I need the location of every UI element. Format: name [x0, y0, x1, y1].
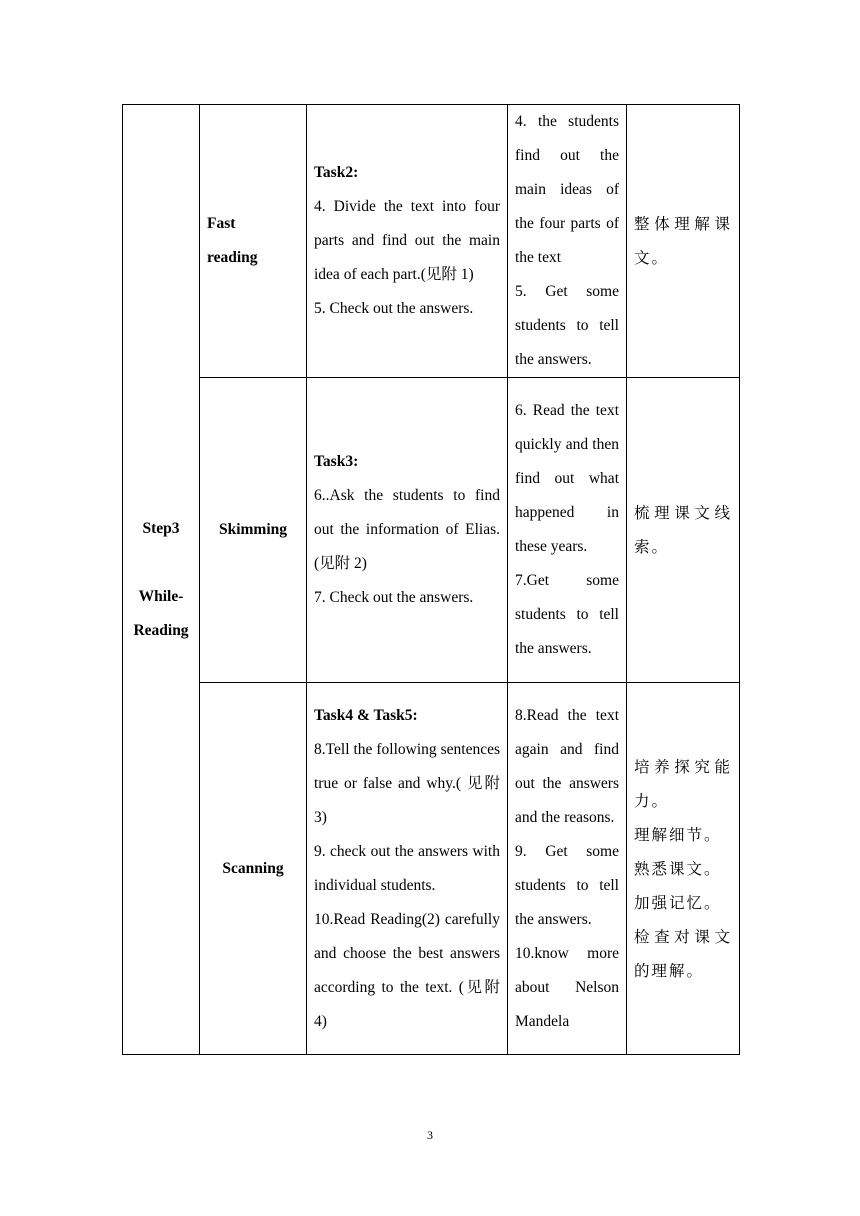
teacher-activity-cell: Task4 & Task5: 8.Tell the following sentences true or false and why.( 见附 3) 9. check out the answers with individual students. 10.Read Reading(2) carefully and choose the best answers according to the text. (见附 4): [307, 683, 508, 1055]
activity-cell: Skimming: [200, 378, 307, 683]
stage-label-line1: While-: [138, 587, 184, 605]
table-row: [123, 378, 740, 683]
page-number: 3: [427, 1128, 433, 1142]
table-row: [123, 683, 740, 1055]
task-label: Task3:: [314, 453, 359, 470]
teacher-activity-cell: Task2: 4. Divide the text into four parts and find out the main idea of each part.(见附 1) 5. Check out the answers.: [307, 105, 508, 378]
student-activity-cell: 4. the students find out the main ideas of the four parts of the text 5. Get some students to tell the answers.: [508, 105, 627, 378]
student-activity-cell: 6. Read the text quickly and then find out what happened in these years. 7.Get some students to tell the answers.: [508, 378, 627, 683]
step-label: Step3: [142, 519, 180, 537]
teacher-activity-cell: Task3: 6..Ask the students to find out the information of Elias.(见附 2) 7. Check out the answers.: [307, 378, 508, 683]
task-label: Task4 & Task5:: [314, 706, 418, 724]
student-activity-cell: 8.Read the text again and find out the answers and the reasons. 9. Get some students to tell the answers. 10.know more about Nelson Mandela: [508, 683, 627, 1055]
purpose-cell: 梳理课文线索。: [627, 378, 740, 683]
stage-label-line2: Reading: [133, 621, 189, 639]
table-row: [123, 105, 740, 378]
activity-cell: Fast reading: [200, 105, 307, 378]
purpose-cell: 培养探究能力。 理解细节。 熟悉课文。 加强记忆。 检查对课文的理解。: [627, 683, 740, 1055]
activity-cell: Scanning: [200, 683, 307, 1055]
purpose-cell: 整体理解课文。: [627, 105, 740, 378]
step-cell: [123, 105, 200, 1055]
lesson-plan-table: [122, 104, 740, 1055]
task-label: Task2:: [314, 164, 359, 181]
